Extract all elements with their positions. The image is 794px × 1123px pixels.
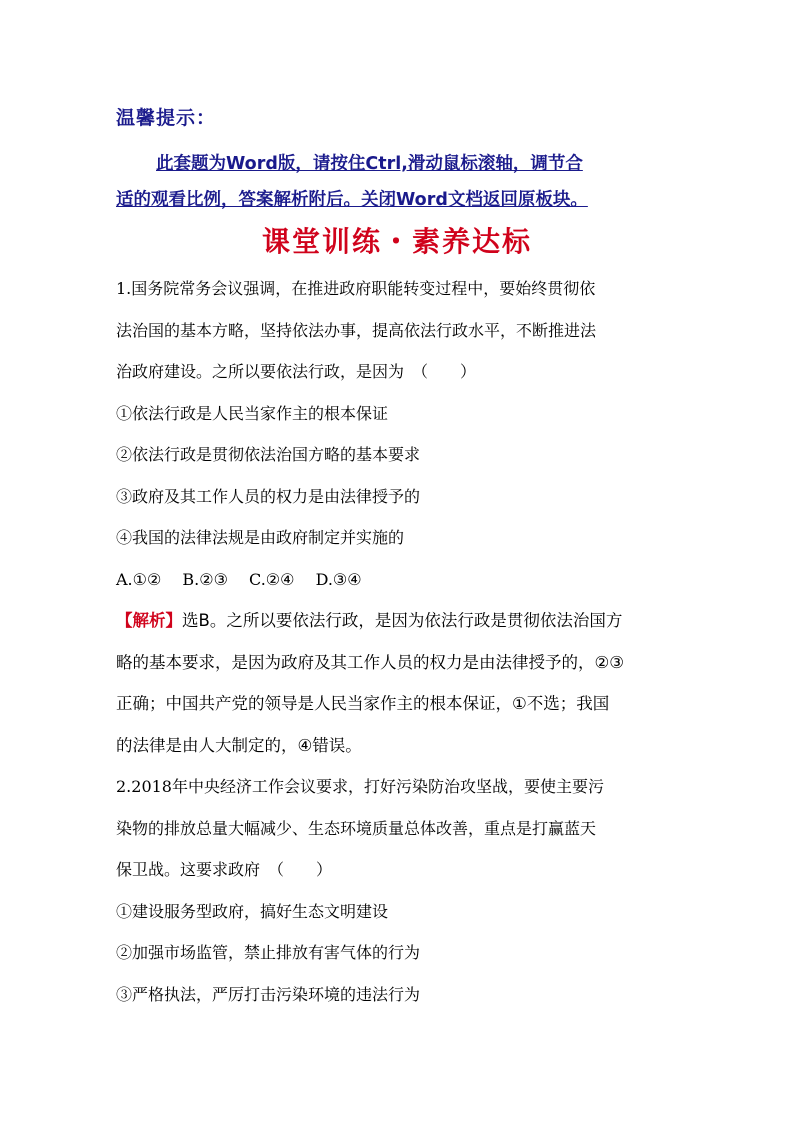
tip-title: 温馨提示： xyxy=(116,107,217,129)
analysis-1-line-3: 正确；中国共产党的领导是人民当家作主的根本保证，①不选；我国 xyxy=(116,694,610,713)
section-title: 课堂训练・素养达标 xyxy=(261,225,532,258)
tip-body xyxy=(116,146,682,218)
question-1-line-3: 治政府建设。之所以要依法行政，是因为 （ ） xyxy=(116,362,477,381)
question-1-choices: A.①② B.②③ C.②④ D.③④ xyxy=(116,569,362,589)
content xyxy=(116,268,682,1015)
question-2-option-2: ②加强市场监管，禁止排放有害气体的行为 xyxy=(116,943,421,962)
analysis-1-line-4: 的法律是由人大制定的，④错误。 xyxy=(116,735,362,755)
question-2-line-3: 保卫战。这要求政府 （ ） xyxy=(116,860,333,879)
question-2-line-2: 染物的排放总量大幅减少、生态环境质量总体改善，重点是打赢蓝天 xyxy=(116,818,597,838)
question-1-option-3: ③政府及其工作人员的权力是由法律授予的 xyxy=(116,486,421,506)
analysis-tag: 【解析】 xyxy=(116,611,182,630)
question-2-option-1: ①建设服务型政府，搞好生态文明建设 xyxy=(116,901,389,921)
analysis-1-text-1: 选B。之所以要依法行政，是因为依法行政是贯彻依法治国方 xyxy=(182,611,623,630)
tip-line-1: 此套题为Word版，请按住Ctrl,滑动鼠标滚轴，调节合 xyxy=(156,154,583,174)
analysis-1-line-1 xyxy=(116,600,682,642)
question-1-line-2: 法治国的基本方略，坚持依法办事，提高依法行政水平，不断推进法 xyxy=(116,320,597,340)
question-1-line-1: 1.国务院常务会议强调，在推进政府职能转变过程中，要始终贯彻依 xyxy=(116,279,596,298)
question-1-option-4: ④我国的法律法规是由政府制定并实施的 xyxy=(116,528,405,547)
question-1-option-1: ①依法行政是人民当家作主的根本保证 xyxy=(116,403,389,423)
question-2-option-3: ③严格执法，严厉打击污染环境的违法行为 xyxy=(116,984,421,1004)
question-1-option-2: ②依法行政是贯彻依法治国方略的基本要求 xyxy=(116,445,421,464)
question-2-line-1: 2.2018年中央经济工作会议要求，打好污染防治攻坚战，要使主要污 xyxy=(116,777,604,796)
analysis-1-line-2: 略的基本要求，是因为政府及其工作人员的权力是由法律授予的，②③ xyxy=(116,652,625,672)
tip-line-2: 适的观看比例，答案解析附后。关闭Word文档返回原板块。 xyxy=(116,190,588,210)
